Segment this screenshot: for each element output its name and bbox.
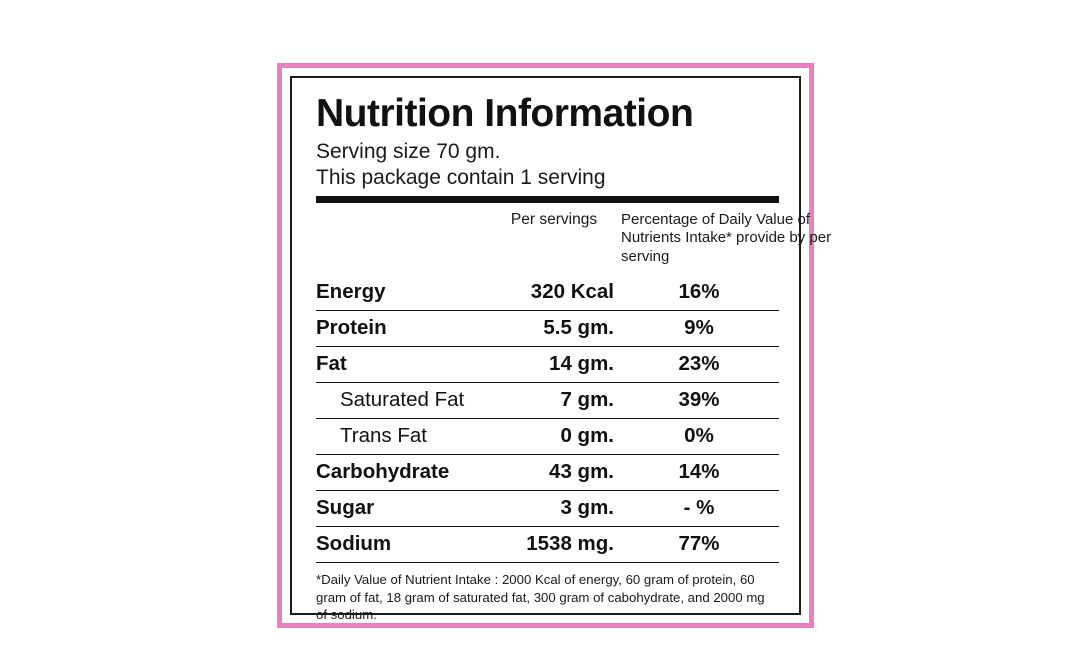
table-row	[316, 275, 779, 310]
nutrient-name: Trans Fat	[340, 424, 427, 448]
nutrient-amount: 7 gm.	[560, 388, 614, 412]
table-row	[316, 455, 779, 490]
table-row	[316, 527, 779, 562]
nutrient-daily-value: 39%	[678, 388, 720, 412]
nutrient-daily-value: 77%	[678, 532, 720, 556]
nutrient-amount: 5.5 gm.	[543, 316, 614, 340]
nutrient-amount: 43 gm.	[549, 460, 614, 484]
label-title: Nutrition Information	[316, 92, 694, 135]
nutrient-daily-value: 9%	[684, 316, 714, 340]
nutrient-amount: 0 gm.	[560, 424, 614, 448]
column-header-per-serving: Per servings	[510, 211, 598, 229]
nutrition-label-content	[316, 92, 832, 622]
footnote-text: *Daily Value of Nutrient Intake : 2000 Kcal of energy, 60 gram of protein, 60 gram of fat, 18 gram of saturated fat, 300 gram of cabohydrate, and 2000 mg of sodium.	[316, 572, 765, 622]
column-headers	[316, 209, 832, 275]
nutrient-name: Fat	[316, 352, 347, 376]
table-row	[316, 419, 779, 454]
nutrient-name: Sodium	[316, 532, 392, 556]
nutrient-daily-value: 16%	[678, 280, 720, 304]
nutrient-amount: 14 gm.	[549, 352, 614, 376]
serving-size-text: Serving size 70 gm.	[316, 139, 501, 163]
table-row	[316, 311, 779, 346]
nutrient-amount: 1538 mg.	[526, 532, 614, 556]
nutrient-daily-value: - %	[683, 496, 715, 520]
nutrition-label-inner-border	[290, 76, 832, 622]
nutrient-name: Energy	[316, 280, 386, 304]
column-header-daily-value: Percentage of Daily Value of Nutrients Intake* provide by per serving	[621, 211, 832, 265]
nutrient-name: Carbohydrate	[316, 460, 450, 484]
nutrient-daily-value: 23%	[678, 352, 720, 376]
package-servings-text: This package contain 1 serving	[316, 165, 606, 189]
table-row	[316, 347, 779, 382]
nutrient-name: Saturated Fat	[340, 388, 465, 412]
table-row	[316, 383, 779, 418]
table-row	[316, 491, 779, 526]
nutrient-amount: 320 Kcal	[530, 280, 614, 304]
nutrient-name: Protein	[316, 316, 387, 340]
nutrition-label-panel	[277, 63, 832, 628]
nutrient-name: Sugar	[316, 496, 375, 520]
nutrient-daily-value: 14%	[678, 460, 720, 484]
header-divider	[316, 196, 779, 203]
nutrient-daily-value: 0%	[684, 424, 714, 448]
nutrient-amount: 3 gm.	[560, 496, 614, 520]
footnote-divider	[316, 562, 779, 563]
